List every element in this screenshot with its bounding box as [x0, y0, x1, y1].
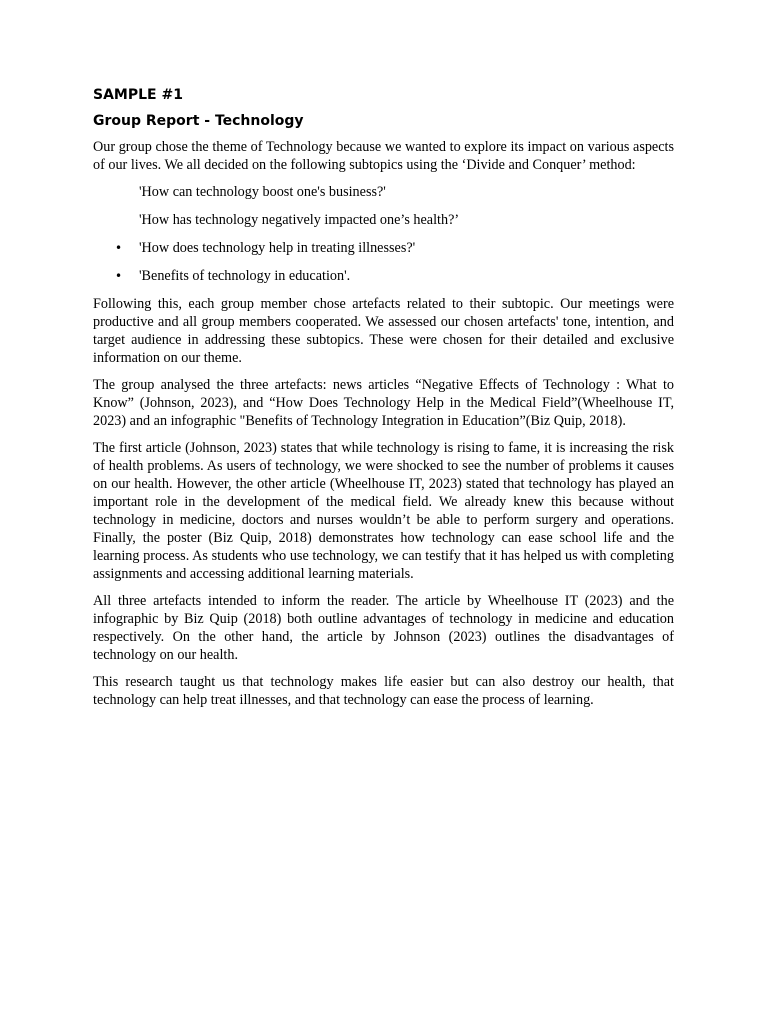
subtopic-text: 'Benefits of technology in education'.: [139, 268, 351, 284]
report-title: Group Report - Technology: [93, 113, 304, 129]
document-page: [93, 86, 674, 718]
intro-paragraph: Our group chose the theme of Technology because we wanted to explore its impact on various aspects of our lives. We all decided on the following subtopics using the ‘Divide and Conquer’ method:: [93, 139, 674, 173]
body-paragraph: The first article (Johnson, 2023) states that while technology is rising to fame, it is increasing the risk of health problems. As users of technology, we were shocked to see the number of problems it causes on our health. However, the other article (Wheelhouse IT, 2023) stated that technology has played an important role in the development of the medical field. We already knew this because without technology in medicine, doctors and nurses wouldn’t be able to perform surgery and operations. Finally, the poster (Biz Quip, 2018) demonstrates how technology can ease school life and the learning process. As students who use technology, we can testify that it has helped us with completing assignments and accessing additional learning materials.: [93, 440, 674, 582]
subtopic-text: 'How can technology boost one's business?': [139, 184, 386, 200]
body-paragraph: This research taught us that technology makes life easier but can also destroy our health, that technology can help treat illnesses, and that technology can ease the process of learning.: [93, 674, 674, 708]
subtopic-item: [93, 211, 674, 229]
subtopic-text: 'How has technology negatively impacted one’s health?’: [139, 212, 460, 228]
sample-label: SAMPLE #1: [93, 87, 183, 103]
subtopic-item: [93, 239, 674, 257]
body-paragraph: The group analysed the three artefacts: news articles “Negative Effects of Technology : What to Know” (Johnson, 2023), and “How Does Technology Help in the Medical Field”(Wheelhouse IT, 2023) and an infographic "Benefits of Technology Integration in Education”(Biz Quip, 2018).: [93, 377, 674, 429]
subtopic-text: 'How does technology help in treating illnesses?': [139, 240, 416, 256]
subtopic-item: [93, 183, 674, 201]
subtopic-list: [93, 183, 674, 285]
body-paragraph: Following this, each group member chose artefacts related to their subtopic. Our meetings were productive and all group members cooperated. We assessed our chosen artefacts' tone, intention, and target audience in addressing these subtopics. These were chosen for their detailed and exclusive information on our theme.: [93, 296, 674, 366]
subtopic-item: [93, 267, 674, 285]
bullet-icon: •: [115, 241, 123, 255]
body-paragraph: All three artefacts intended to inform the reader. The article by Wheelhouse IT (2023) and the infographic by Biz Quip (2018) both outline advantages of technology in medicine and education respectively. On the other hand, the article by Johnson (2023) outlines the disadvantages of technology on our health.: [93, 593, 674, 663]
bullet-icon: •: [115, 269, 123, 283]
